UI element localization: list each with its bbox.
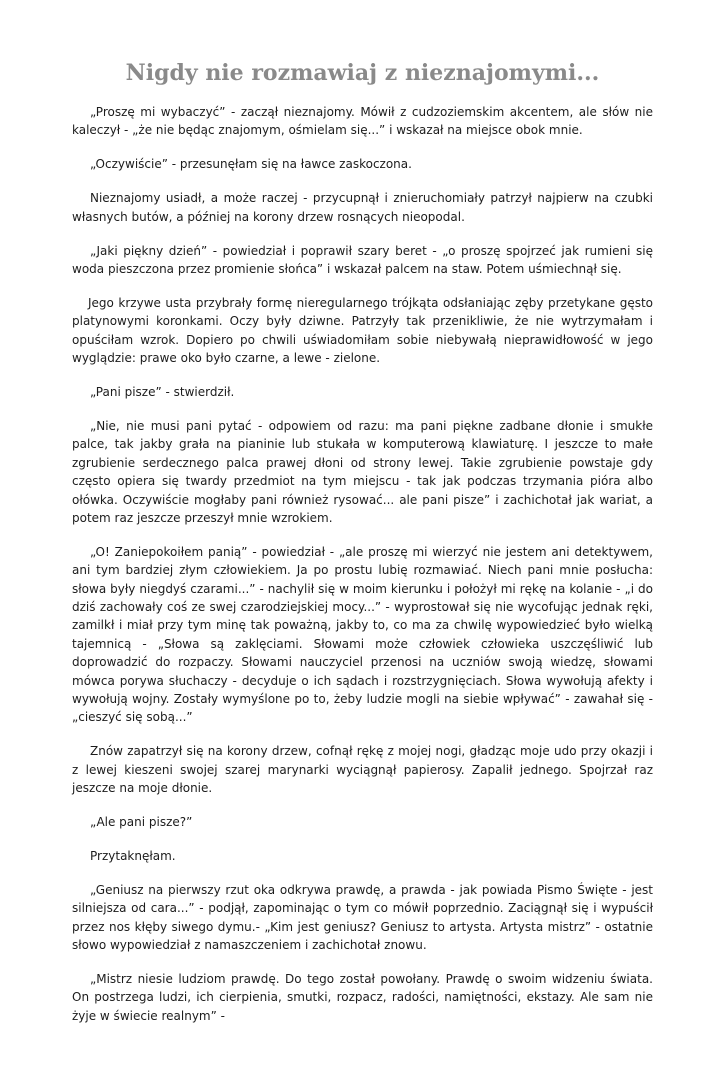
paragraph-2: „Oczywiście” - przesunęłam się na ławce zaskoczona.: [90, 157, 412, 172]
paragraph-13: „Mistrz niesie ludziom prawdę. Do tego został powołany. Prawdę o swoim widzeniu świata. On postrzega ludzi, ich cierpienia, smutki, rozpacz, radości, namiętności, ekstazy. Ale sam nie żyje w świecie realnym” -: [72, 972, 653, 1023]
document-page: [0, 60, 725, 1025]
paragraph-5: Jego krzywe usta przybrały formę nieregularnego trójkąta odsłaniając zęby przetykane gęsto platynowymi koronkami. Oczy były dziwne. Patrzyły tak przenikliwie, że nie wytrzymałam i opuściłam wzrok. Dopiero po chwili uświadomiłam sobie niebywałą nieprawidłowość w jego wyglądzie: prawe oko było czarne, a lewe - zielone.: [72, 295, 653, 366]
story-title: Nigdy nie rozmawiaj z nieznajomymi...: [125, 60, 600, 86]
paragraph-1: „Proszę mi wybaczyć” - zaczął nieznajomy. Mówił z cudzoziemskim akcentem, ale słów nie kaleczył - „że nie będąc znajomym, ośmielam się...” i wskazał na miejsce obok mnie.: [72, 105, 653, 138]
paragraph-12: „Geniusz na pierwszy rzut oka odkrywa prawdę, a prawda - jak powiada Pismo Święte - jest silniejsza od cara...” - podjął, zapominając o tym co mówił poprzednio. Zaciągnął się i wypuścił przez nos kłęby siwego dymu.- „Kim jest geniusz? Geniusz to artysta. Artysta mistrz” - ostatnie słowo wypowiedział z namaszczeniem i zachichotał znowu.: [72, 882, 653, 953]
paragraph-11: Przytaknęłam.: [90, 849, 176, 863]
paragraph-9: Znów zapatrzył się na korony drzew, cofnął rękę z mojej nogi, gładząc moje udo przy okazji i z lewej kieszeni swojej szarej marynarki wyciągnął papierosy. Zapalił jednego. Spojrzał raz jeszcze na moje dłonie.: [72, 744, 653, 796]
paragraph-7: „Nie, nie musi pani pytać - odpowiem od razu: ma pani piękne zadbane dłonie i smukłe palce, tak jakby grała na pianinie lub stukała w komputerową klawiaturę. I jeszcze to małe zgrubienie serdecznego palca prawej dłoni od strony lewej. Takie zgrubienie powstaje gdy często opiera się twardy przedmiot na tym miejscu - tak jak podczas trzymania pióra albo ołówka. Oczywiście mogłaby pani również rysować... ale pani pisze” i zachichotał jak wariat, a potem raz jeszcze przeszył mnie wzrokiem.: [72, 418, 653, 525]
paragraph-8: „O! Zaniepokoiłem panią” - powiedział - „ale proszę mi wierzyć nie jestem ani detektywem, ani tym bardziej złym człowiekiem. Ja po prostu lubię rozmawiać. Niech pani mnie posłucha: słowa były niegdyś czarami...” - nachylił się w moim kierunku i położył mi rękę na kolanie - „i do dziś zachowały coś ze swej czarodziejskiej mocy...” - wyprostował się nie wycofując jednak ręki, zamilkł i miał przy tym minę tak poważną, jakby to, co ma za chwilę wypowiedzieć było wielką tajemnicą - „Słowa są zaklęciami. Słowami może człowiek człowieka uszczęśliwić lub doprowadzić do rozpaczy. Słowami nauczyciel przenosi na uczniów swoją wiedzę, słowami mówca porywa słuchaczy - decyduje o ich sądach i rozstrzygnięciach. Słowa wywołują afekty i wywołują wojny. Zostały wymyślone po to, żeby ludzie mogli na siebie wpływać” - zawahał się - „cieszyć się sobą...”: [72, 544, 653, 725]
paragraph-4: „Jaki piękny dzień” - powiedział i poprawił szary beret - „o proszę spojrzeć jak rumieni się woda pieszczona przez promienie słońca” i wskazał palcem na staw. Potem uśmiechnął się.: [72, 243, 653, 276]
paragraph-10: „Ale pani pisze?”: [90, 815, 193, 830]
paragraph-3: Nieznajomy usiadł, a może raczej - przycupnął i znieruchomiały patrzył najpierw na czubki własnych butów, a później na korony drzew rosnących nieopodal.: [72, 191, 653, 224]
paragraph-6: „Pani pisze” - stwierdził.: [90, 384, 235, 399]
